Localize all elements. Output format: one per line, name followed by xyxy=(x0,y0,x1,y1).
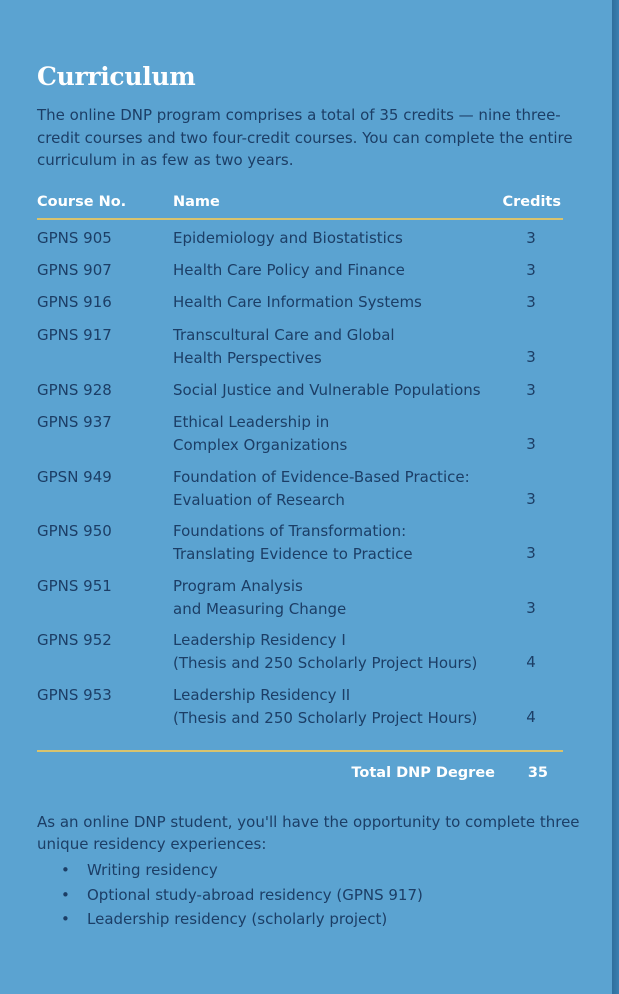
header-credits: Credits xyxy=(502,194,561,210)
course-number: GPNS 953 xyxy=(37,686,112,704)
list-item xyxy=(61,907,423,932)
course-name-line: Health Care Information Systems xyxy=(173,293,422,311)
course-number: GPNS 952 xyxy=(37,631,112,649)
header-course-no: Course No. xyxy=(37,194,127,210)
course-name xyxy=(173,379,503,402)
course-name xyxy=(173,684,503,729)
residency-list xyxy=(61,858,423,932)
bullet-icon: • xyxy=(61,910,70,928)
course-name-line: Social Justice and Vulnerable Populations xyxy=(173,381,481,399)
course-number: GPNS 917 xyxy=(37,326,112,344)
total-label: Total DNP Degree xyxy=(351,765,495,781)
course-name xyxy=(173,466,503,511)
header-name: Name xyxy=(173,194,220,210)
bullet-icon: • xyxy=(61,861,70,879)
course-name-line: Foundations of Transformation: xyxy=(173,522,407,540)
course-name xyxy=(173,520,503,565)
page-title: Curriculum xyxy=(37,62,196,91)
course-name-line: (Thesis and 250 Scholarly Project Hours) xyxy=(173,653,478,672)
course-number: GPNS 907 xyxy=(37,261,112,279)
course-name xyxy=(173,575,503,620)
course-name-line: Complex Organizations xyxy=(173,435,348,454)
total-credits: 35 xyxy=(527,765,548,781)
residency-paragraph: As an online DNP student, you'll have the opportunity to complete three unique residency experiences: xyxy=(37,813,580,853)
course-credits: 3 xyxy=(526,599,536,617)
course-name xyxy=(173,259,503,282)
list-item-text: Writing residency xyxy=(87,861,218,879)
course-name xyxy=(173,227,503,250)
course-number: GPNS 937 xyxy=(37,413,112,431)
course-credits: 3 xyxy=(526,435,536,453)
course-number: GPNS 905 xyxy=(37,229,112,247)
course-number: GPNS 950 xyxy=(37,522,112,540)
course-number: GPNS 916 xyxy=(37,293,112,311)
list-item xyxy=(61,883,423,908)
course-name xyxy=(173,324,503,369)
course-credits: 3 xyxy=(526,229,536,247)
course-name-line: Leadership Residency II xyxy=(173,686,351,704)
course-number: GPNS 951 xyxy=(37,577,112,595)
list-item xyxy=(61,858,423,883)
course-credits: 3 xyxy=(526,261,536,279)
table-header xyxy=(37,192,563,220)
total-divider xyxy=(37,750,563,752)
course-credits: 3 xyxy=(526,544,536,562)
course-name-line: Epidemiology and Biostatistics xyxy=(173,229,403,247)
course-name-line: and Measuring Change xyxy=(173,599,347,618)
course-name-line: Health Perspectives xyxy=(173,348,322,367)
course-number: GPSN 949 xyxy=(37,468,112,486)
course-credits: 4 xyxy=(526,708,536,726)
course-name-line: Foundation of Evidence-Based Practice: xyxy=(173,468,470,486)
course-name-line: Health Care Policy and Finance xyxy=(173,261,405,279)
course-credits: 3 xyxy=(526,490,536,508)
course-name-line: Leadership Residency I xyxy=(173,631,346,649)
list-item-text: Optional study-abroad residency (GPNS 917) xyxy=(87,885,423,904)
course-credits: 3 xyxy=(526,348,536,366)
course-credits: 4 xyxy=(526,653,536,671)
course-credits: 3 xyxy=(526,381,536,399)
course-name-line: Transcultural Care and Global xyxy=(173,326,395,344)
course-name-line: Evaluation of Research xyxy=(173,490,345,509)
course-name xyxy=(173,629,503,674)
course-name-line: (Thesis and 250 Scholarly Project Hours) xyxy=(173,708,478,727)
page-edge xyxy=(612,0,619,994)
intro-paragraph: The online DNP program comprises a total of 35 credits — nine three-credit courses and two four-credit courses. You can complete the entire curriculum in as few as two years. xyxy=(37,106,573,169)
course-name xyxy=(173,291,503,314)
course-credits: 3 xyxy=(526,293,536,311)
course-name-line: Translating Evidence to Practice xyxy=(173,544,413,563)
list-item-text: Leadership residency (scholarly project) xyxy=(87,910,388,928)
course-name-line: Ethical Leadership in xyxy=(173,413,330,431)
course-name-line: Program Analysis xyxy=(173,577,303,595)
bullet-icon: • xyxy=(61,885,70,904)
course-name xyxy=(173,411,503,456)
course-number: GPNS 928 xyxy=(37,381,112,399)
